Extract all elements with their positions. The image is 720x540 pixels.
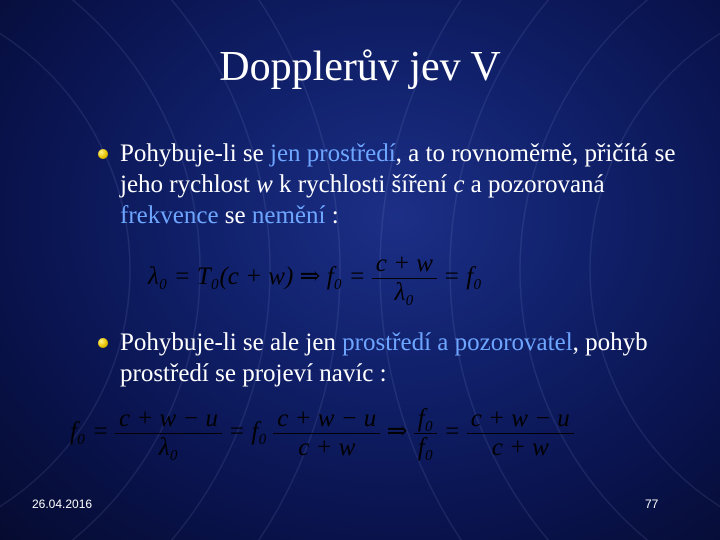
fraction: $\frac{c + w - u}{c + w}$ [467, 405, 574, 462]
bullet-prostredi-pozorovatel [98, 327, 688, 389]
bullet-icon [98, 338, 108, 348]
equation-2: f₀ = $\frac{c + w - u}{\text{λ₀}}$ = f₀ $\frac{c + w - u}{c + w}$ ⇒ $\frac{\text{f₀}}{\text{f₀}}$ = $\frac{c + w - u}{c + w}$ [70, 405, 574, 462]
highlight-frekvence: frekvence [120, 202, 219, 229]
equation-1: λ₀ = T₀(c + w) ⇒ f₀ = $\frac{c + w}{\text{λ₀}}$ = f₀ [148, 250, 482, 306]
highlight-jen-prostredi: jen prostředí [270, 140, 396, 167]
fraction: $\frac{c + w - u}{\text{λ₀}}$ [115, 405, 222, 462]
footer-date: 26.04.2016 [32, 497, 93, 511]
bullet-icon [98, 149, 108, 159]
var-w: w [256, 171, 273, 198]
fraction: $\frac{c + w - u}{c + w}$ [273, 405, 380, 462]
highlight-nemeni: nemění [251, 202, 326, 229]
fraction: $\frac{c + w}{\text{λ₀}}$ [372, 250, 437, 307]
page-number: 77 [645, 497, 659, 511]
var-c: c [453, 171, 465, 198]
highlight-prostredi-pozorovatel: prostředí a pozorovatel [342, 329, 573, 356]
fraction: $\frac{\text{f₀}}{\text{f₀}}$ [414, 405, 438, 462]
bullet-prostredi [98, 138, 688, 231]
slide-title: Dopplerův jev V [219, 44, 501, 90]
bullet-text: Pohybuje-li se jen prostředí, a to rovnoměrně, přičítá se jeho rychlost w k rychlosti šíření c a pozorovaná frekvence se nemění : [120, 140, 676, 229]
bullet-text: Pohybuje-li se ale jen prostředí a pozorovatel, pohyb prostředí se projeví navíc : [120, 329, 648, 387]
